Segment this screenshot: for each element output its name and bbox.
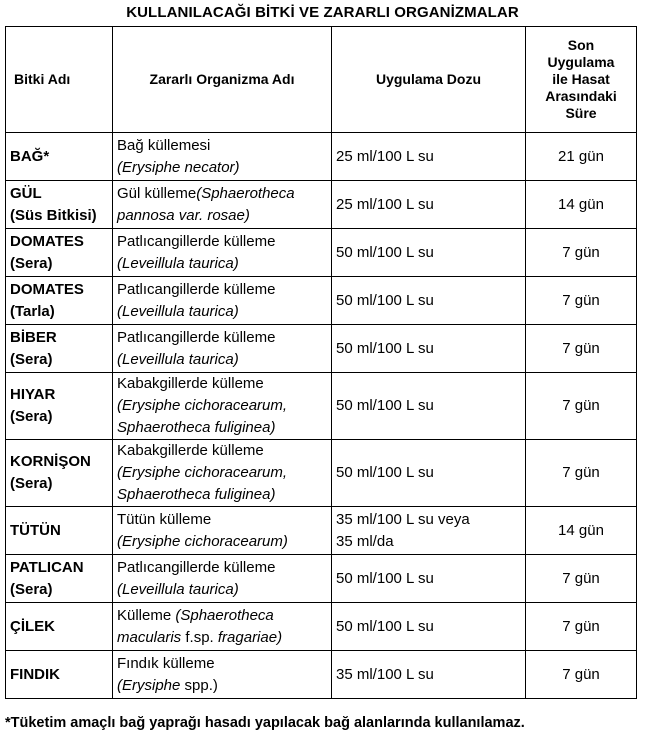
cell-harvest-interval: 7 gün <box>526 651 637 699</box>
scientific-name: (Leveillula taurica) <box>117 254 239 272</box>
organism-name-line <box>117 205 327 227</box>
header-harvest-interval-line: Süre <box>565 105 597 121</box>
organism-name-line <box>117 327 327 349</box>
cell-organism-name <box>113 277 332 325</box>
plant-name-line: DOMATES <box>10 280 84 298</box>
table-row <box>6 181 637 229</box>
common-name: Kabakgillerde külleme <box>117 375 264 392</box>
common-name: Külleme <box>117 606 176 624</box>
cell-application-dose <box>332 133 526 181</box>
footnote: *Tüketim amaçlı bağ yaprağı hasadı yapılacak bağ alanlarında kullanılamaz. <box>5 715 525 731</box>
cell-organism-name <box>113 555 332 603</box>
table-row <box>6 325 637 373</box>
header-application-dose: Uygulama Dozu <box>332 27 526 133</box>
cell-organism-name <box>113 133 332 181</box>
plant-name-line: FINDIK <box>10 665 60 683</box>
cell-harvest-interval: 7 gün <box>526 555 637 603</box>
dose-line: 50 ml/100 L su <box>336 339 434 357</box>
dose-line: 50 ml/100 L su <box>336 617 434 635</box>
scientific-name: (Erysiphe cichoracearum, <box>117 397 288 414</box>
common-name: Bağ küllemesi <box>117 136 211 154</box>
dose-line: 35 ml/100 L su veya <box>336 510 470 528</box>
plant-name-line: ÇİLEK <box>10 617 55 635</box>
header-plant-name: Bitki Adı <box>6 27 113 133</box>
cell-plant-name <box>6 325 113 373</box>
plant-name-line: (Sera) <box>10 580 53 598</box>
dose-line: 25 ml/100 L su <box>336 195 434 213</box>
cell-application-dose <box>332 229 526 277</box>
organism-name-line <box>117 605 327 627</box>
table-row <box>6 651 637 699</box>
cell-harvest-interval: 7 gün <box>526 440 637 507</box>
common-name: Kabakgillerde külleme <box>117 442 264 459</box>
scientific-name: (Sphaerotheca <box>175 606 274 624</box>
header-harvest-interval <box>526 27 637 133</box>
plant-name-line: (Sera) <box>10 408 53 425</box>
organism-name-line <box>117 395 327 417</box>
scientific-name: Sphaerotheca fuliginea) <box>117 419 276 436</box>
table-row <box>6 373 637 440</box>
organism-name-line <box>117 653 327 675</box>
plant-name-line: KORNİŞON <box>10 453 91 470</box>
organism-name-line <box>117 579 327 601</box>
cell-application-dose <box>332 181 526 229</box>
dose-line: 25 ml/100 L su <box>336 147 434 165</box>
scientific-name: (Erysiphe cichoracearum, <box>117 464 288 481</box>
cell-organism-name <box>113 651 332 699</box>
scientific-name: fragariae) <box>217 628 283 646</box>
cell-plant-name <box>6 651 113 699</box>
cell-plant-name <box>6 133 113 181</box>
cell-harvest-interval: 7 gün <box>526 373 637 440</box>
scientific-name: (Leveillula taurica) <box>117 350 239 368</box>
cell-organism-name <box>113 181 332 229</box>
cell-application-dose <box>332 325 526 373</box>
organism-name-line <box>117 279 327 301</box>
scientific-name: (Erysiphe necator) <box>117 158 240 176</box>
cell-plant-name <box>6 181 113 229</box>
cell-plant-name <box>6 229 113 277</box>
organism-name-line <box>117 373 327 395</box>
common-name: Patlıcangillerde külleme <box>117 232 276 250</box>
cell-application-dose <box>332 507 526 555</box>
table-row <box>6 440 637 507</box>
usage-table <box>5 26 637 699</box>
organism-name-line <box>117 627 327 649</box>
common-name: Gül külleme <box>117 184 197 202</box>
table-row <box>6 603 637 651</box>
header-harvest-interval-line: Arasındaki <box>545 88 617 104</box>
plant-name-line: BİBER <box>10 328 57 346</box>
cell-plant-name <box>6 373 113 440</box>
common-name: Patlıcangillerde külleme <box>117 280 276 298</box>
cell-harvest-interval: 7 gün <box>526 229 637 277</box>
common-name: Patlıcangillerde külleme <box>117 328 276 346</box>
dose-line: 50 ml/100 L su <box>336 243 434 261</box>
cell-harvest-interval: 14 gün <box>526 507 637 555</box>
cell-organism-name <box>113 373 332 440</box>
plant-name-line: BAĞ* <box>10 147 50 165</box>
organism-name-line <box>117 135 327 157</box>
table-row <box>6 229 637 277</box>
table-row <box>6 277 637 325</box>
cell-application-dose <box>332 277 526 325</box>
plant-name-line: HIYAR <box>10 386 56 403</box>
organism-name-line <box>117 157 327 179</box>
dose-line: 50 ml/100 L su <box>336 464 434 481</box>
scientific-name: (Leveillula taurica) <box>117 302 239 320</box>
cell-harvest-interval: 14 gün <box>526 181 637 229</box>
dose-line: 35 ml/100 L su <box>336 665 434 683</box>
cell-application-dose <box>332 440 526 507</box>
plant-name-line: TÜTÜN <box>10 521 61 539</box>
table-row <box>6 507 637 555</box>
cell-plant-name <box>6 440 113 507</box>
plant-name-line: (Sera) <box>10 350 53 368</box>
cell-application-dose <box>332 603 526 651</box>
table-body <box>6 133 637 699</box>
scientific-name: (Erysiphe cichoracearum) <box>117 532 288 550</box>
organism-name-line <box>117 484 327 506</box>
organism-name-line <box>117 531 327 553</box>
cell-plant-name <box>6 555 113 603</box>
cell-organism-name <box>113 507 332 555</box>
scientific-name: (Sphaerotheca <box>196 184 295 202</box>
cell-harvest-interval: 7 gün <box>526 603 637 651</box>
cell-plant-name <box>6 277 113 325</box>
organism-name-line <box>117 557 327 579</box>
common-name: Tütün külleme <box>117 510 212 528</box>
plant-name-line: (Sera) <box>10 475 53 492</box>
cell-application-dose <box>332 373 526 440</box>
cell-harvest-interval: 7 gün <box>526 325 637 373</box>
cell-organism-name <box>113 229 332 277</box>
table-row <box>6 133 637 181</box>
scientific-name: Sphaerotheca fuliginea) <box>117 486 276 503</box>
organism-name-line <box>117 675 327 697</box>
plant-name-line: (Süs Bitkisi) <box>10 206 97 224</box>
organism-name-line <box>117 440 327 462</box>
plant-name-line: (Tarla) <box>10 302 55 320</box>
dose-line: 50 ml/100 L su <box>336 291 434 309</box>
scientific-name: macularis <box>117 628 186 646</box>
organism-name-line <box>117 253 327 275</box>
organism-name-line <box>117 231 327 253</box>
header-harvest-interval-line: Son <box>567 37 595 53</box>
table-header-row <box>6 27 637 133</box>
cell-plant-name <box>6 603 113 651</box>
organism-name-line <box>117 183 327 205</box>
organism-name-line <box>117 509 327 531</box>
plant-name-line: PATLICAN <box>10 558 84 576</box>
plant-name-line: DOMATES <box>10 232 84 250</box>
dose-line: 50 ml/100 L su <box>336 569 434 587</box>
common-name: f.sp. <box>185 628 218 646</box>
header-harvest-interval-line: ile Hasat <box>552 71 610 87</box>
cell-harvest-interval: 7 gün <box>526 277 637 325</box>
dose-line: 50 ml/100 L su <box>336 397 434 414</box>
cell-organism-name <box>113 603 332 651</box>
common-name: Patlıcangillerde külleme <box>117 558 276 576</box>
cell-organism-name <box>113 325 332 373</box>
scientific-name: (Erysiphe <box>117 676 185 694</box>
organism-name-line <box>117 417 327 439</box>
plant-name-line: (Sera) <box>10 254 53 272</box>
scientific-name: pannosa var. rosae) <box>117 206 250 224</box>
common-name: spp.) <box>184 676 218 694</box>
document-title: KULLANILACAĞI BİTKİ VE ZARARLI ORGANİZMALAR <box>126 4 519 21</box>
cell-organism-name <box>113 440 332 507</box>
plant-name-line: GÜL <box>10 184 42 202</box>
table-row <box>6 555 637 603</box>
organism-name-line <box>117 349 327 371</box>
cell-application-dose <box>332 651 526 699</box>
cell-plant-name <box>6 507 113 555</box>
header-harvest-interval-line: Uygulama <box>547 54 615 70</box>
dose-line: 35 ml/da <box>336 532 394 550</box>
common-name: Fındık külleme <box>117 654 215 672</box>
scientific-name: (Leveillula taurica) <box>117 580 239 598</box>
organism-name-line <box>117 301 327 323</box>
cell-harvest-interval: 21 gün <box>526 133 637 181</box>
header-organism-name: Zararlı Organizma Adı <box>113 27 332 133</box>
organism-name-line <box>117 462 327 484</box>
cell-application-dose <box>332 555 526 603</box>
